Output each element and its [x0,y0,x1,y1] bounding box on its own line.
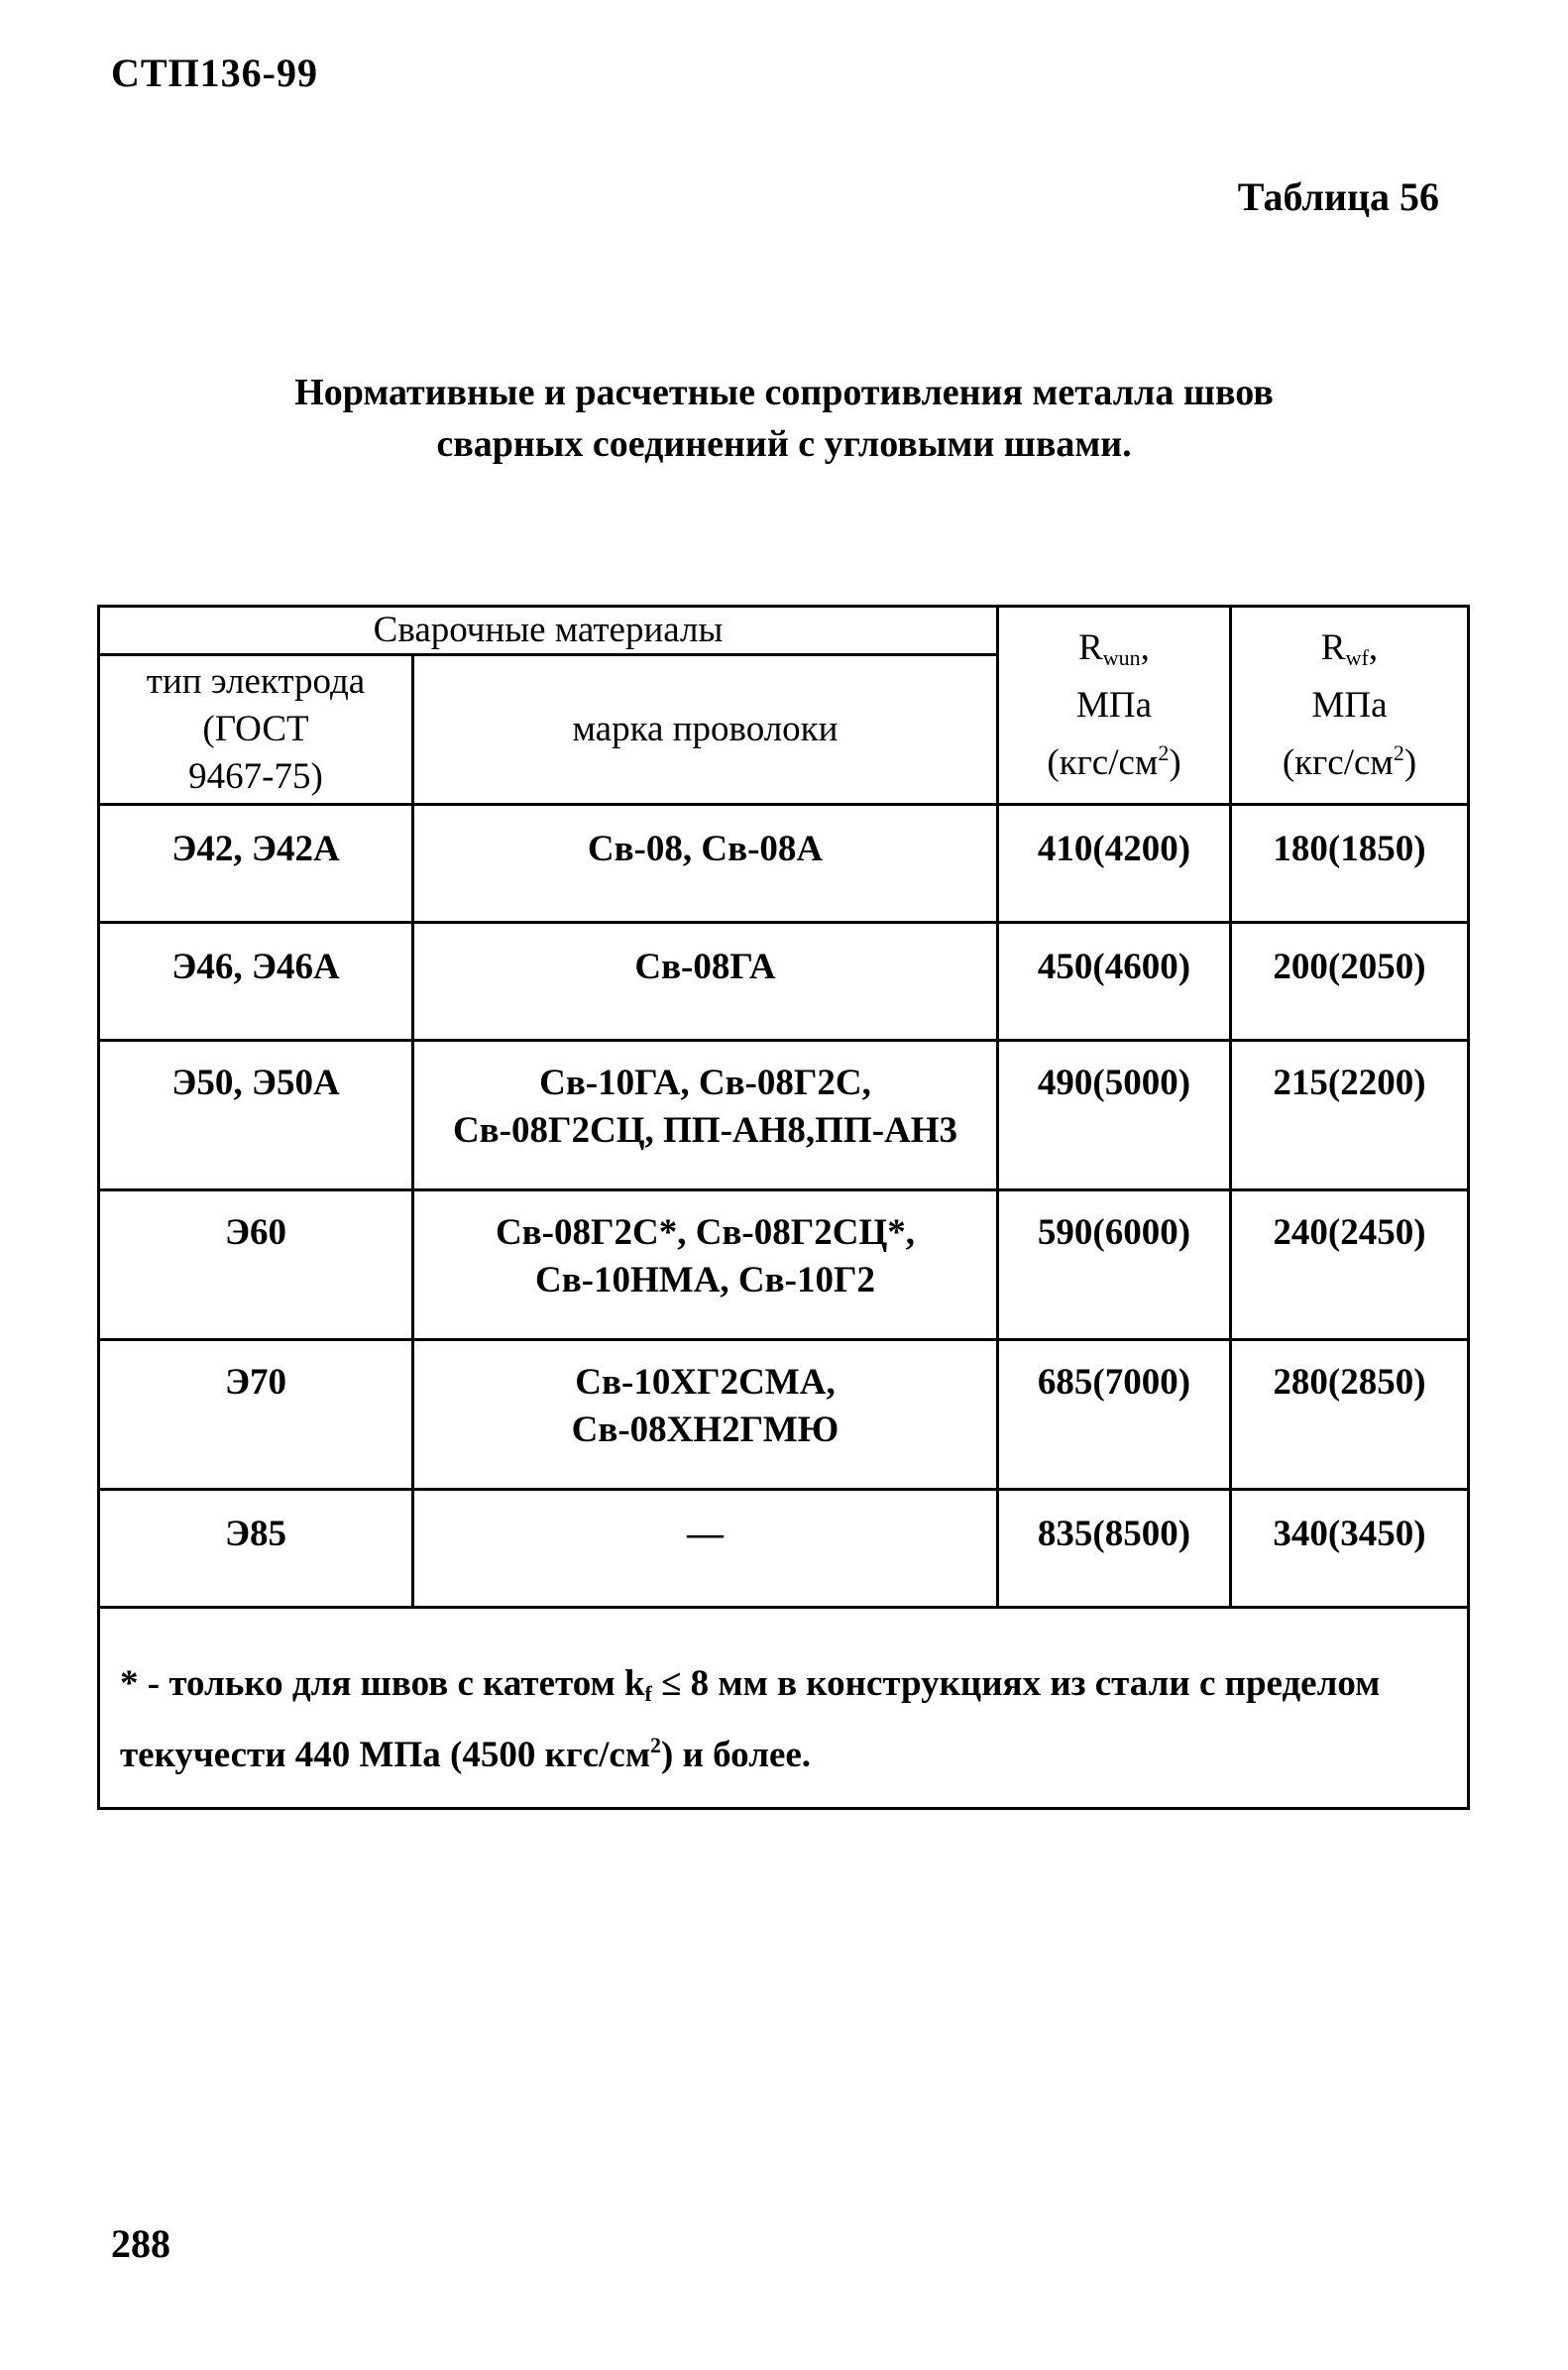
electrode-type-header: тип электрода (ГОСТ 9467-75) [99,655,413,805]
rwf-cell: 200(2050) [1231,923,1469,1041]
page-number: 288 [111,2221,170,2266]
electrode-cell: Э50, Э50А [99,1041,413,1190]
electrode-cell: Э42, Э42А [99,805,413,923]
wire-cell: Св-10ХГ2СМА, Св-08ХН2ГМЮ [413,1340,998,1490]
wire-cell: Св-10ГА, Св-08Г2С, Св-08Г2СЦ, ПП-АН8,ПП-АН3 [413,1041,998,1190]
rwun-cell: 450(4600) [998,923,1231,1041]
wire-cell: Св-08, Св-08А [413,805,998,923]
table-row [99,805,1469,923]
table-footnote: * - только для швов с катетом $k_f \le 8$ мм в конструкциях из стали с пределом текучести 440 МПа (4500 кгс/$см^2$) и более. [99,1608,1469,1809]
table-row [99,1490,1469,1608]
rwun-cell: 835(8500) [998,1490,1231,1608]
rwf-cell: 340(3450) [1231,1490,1469,1608]
resistance-table [97,605,1470,1810]
wire-cell: — [413,1490,998,1608]
wire-grade-header: марка проволоки [413,655,998,805]
table-row [99,1041,1469,1190]
table-row [99,1340,1469,1490]
wire-cell: Св-08Г2С*, Св-08Г2СЦ*, Св-10НМА, Св-10Г2 [413,1190,998,1340]
electrode-cell: Э85 [99,1490,413,1608]
rwf-cell: 180(1850) [1231,805,1469,923]
document-code: СТП136-99 [111,51,318,95]
table-row [99,923,1469,1041]
table-row [99,1190,1469,1340]
electrode-cell: Э46, Э46А [99,923,413,1041]
welding-materials-header: Сварочные материалы [99,607,998,655]
rwf-header: $R_{wf}$, МПа $(кгс/см^2)$ [1231,607,1469,805]
rwun-cell: 490(5000) [998,1041,1231,1190]
table-title-line-2: сварных соединений с угловыми швами. [436,423,1132,465]
table-title-line-1: Нормативные и расчетные сопротивления металла швов [294,372,1274,413]
rwun-cell: 685(7000) [998,1340,1231,1490]
rwf-cell: 240(2450) [1231,1190,1469,1340]
table-number: Таблица 56 [1237,174,1439,219]
rwf-cell: 215(2200) [1231,1041,1469,1190]
electrode-cell: Э70 [99,1340,413,1490]
rwf-cell: 280(2850) [1231,1340,1469,1490]
table-title [0,367,1568,470]
electrode-cell: Э60 [99,1190,413,1340]
wire-cell: Св-08ГА [413,923,998,1041]
rwun-cell: 590(6000) [998,1190,1231,1340]
rwun-cell: 410(4200) [998,805,1231,923]
rwun-header: $R_{wun}$, МПа $(кгс/см^2)$ [998,607,1231,805]
